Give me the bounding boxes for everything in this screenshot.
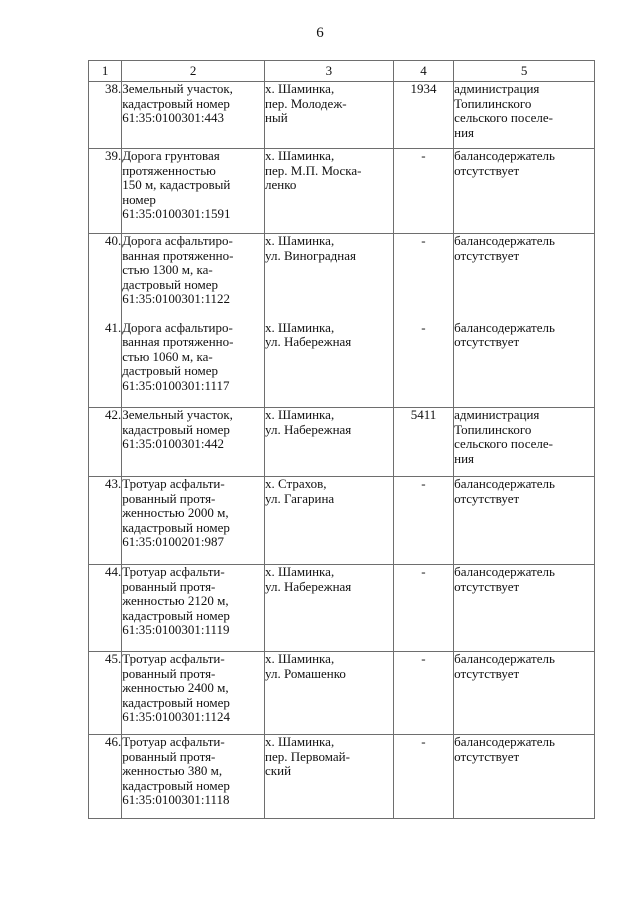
balance-holder: балансодержатель отсутствует	[454, 565, 595, 652]
table-row	[89, 234, 595, 321]
object-address: х. Шаминка, ул. Набережная	[265, 565, 394, 652]
table-row	[89, 565, 595, 652]
object-address: х. Шаминка, ул. Виноградная	[265, 234, 394, 321]
row-number: 41.	[89, 321, 122, 408]
row-number: 38.	[89, 82, 122, 149]
object-area: 5411	[393, 408, 453, 477]
object-area: -	[393, 735, 453, 819]
row-number: 42.	[89, 408, 122, 477]
object-area: -	[393, 234, 453, 321]
object-address: х. Шаминка, пер. Молодеж- ный	[265, 82, 394, 149]
object-address: х. Шаминка, пер. Первомай- ский	[265, 735, 394, 819]
object-description: Тротуар асфальти- рованный протя- женностью 2400 м, кадастровый номер 61:35:0100301:1124	[122, 652, 265, 735]
object-area: -	[393, 565, 453, 652]
object-address: х. Шаминка, пер. М.П. Моска- ленко	[265, 149, 394, 234]
page-number: 6	[316, 25, 324, 41]
object-address: х. Шаминка, ул. Набережная	[265, 321, 394, 408]
object-area: -	[393, 477, 453, 565]
balance-holder: балансодержатель отсутствует	[454, 735, 595, 819]
object-address: х. Шаминка, ул. Набережная	[265, 408, 394, 477]
table-row	[89, 408, 595, 477]
balance-holder: балансодержатель отсутствует	[454, 149, 595, 234]
table-row	[89, 82, 595, 149]
table-row	[89, 321, 595, 408]
object-description: Дорога грунтовая протяженностью 150 м, кадастровый номер 61:35:0100301:1591	[122, 149, 265, 234]
table-row	[89, 477, 595, 565]
object-address: х. Шаминка, ул. Ромашенко	[265, 652, 394, 735]
column-header-holder: 5	[454, 61, 595, 82]
table-row	[89, 735, 595, 819]
object-description: Земельный участок, кадастровый номер 61:35:0100301:443	[122, 82, 265, 149]
object-area: -	[393, 321, 453, 408]
object-address: х. Страхов, ул. Гагарина	[265, 477, 394, 565]
column-header-object: 2	[122, 61, 265, 82]
balance-holder: балансодержатель отсутствует	[454, 321, 595, 408]
object-description: Дорога асфальтиро- ванная протяженно- стью 1060 м, ка- дастровый номер 61:35:0100301:1117	[122, 321, 265, 408]
object-description: Земельный участок, кадастровый номер 61:35:0100301:442	[122, 408, 265, 477]
object-area: 1934	[393, 82, 453, 149]
row-number: 43.	[89, 477, 122, 565]
object-area: -	[393, 149, 453, 234]
column-header-area: 4	[393, 61, 453, 82]
balance-holder: администрация Топилинского сельского поселе- ния	[454, 408, 595, 477]
balance-holder: балансодержатель отсутствует	[454, 234, 595, 321]
object-description: Тротуар асфальти- рованный протя- женностью 2120 м, кадастровый номер 61:35:0100301:1119	[122, 565, 265, 652]
property-register-table	[88, 60, 595, 819]
table-header-row	[89, 61, 595, 82]
column-header-address: 3	[265, 61, 394, 82]
table-row	[89, 652, 595, 735]
balance-holder: балансодержатель отсутствует	[454, 477, 595, 565]
object-description: Тротуар асфальти- рованный протя- женностью 380 м, кадастровый номер 61:35:0100301:1118	[122, 735, 265, 819]
object-area: -	[393, 652, 453, 735]
row-number: 46.	[89, 735, 122, 819]
object-description: Дорога асфальтиро- ванная протяженно- стью 1300 м, ка- дастровый номер 61:35:0100301:1122	[122, 234, 265, 321]
balance-holder: балансодержатель отсутствует	[454, 652, 595, 735]
row-number: 45.	[89, 652, 122, 735]
balance-holder: администрация Топилинского сельского поселе- ния	[454, 82, 595, 149]
row-number: 44.	[89, 565, 122, 652]
object-description: Тротуар асфальти- рованный протя- женностью 2000 м, кадастровый номер 61:35:0100201:987	[122, 477, 265, 565]
row-number: 39.	[89, 149, 122, 234]
table-row	[89, 149, 595, 234]
column-header-number: 1	[89, 61, 122, 82]
row-number: 40.	[89, 234, 122, 321]
